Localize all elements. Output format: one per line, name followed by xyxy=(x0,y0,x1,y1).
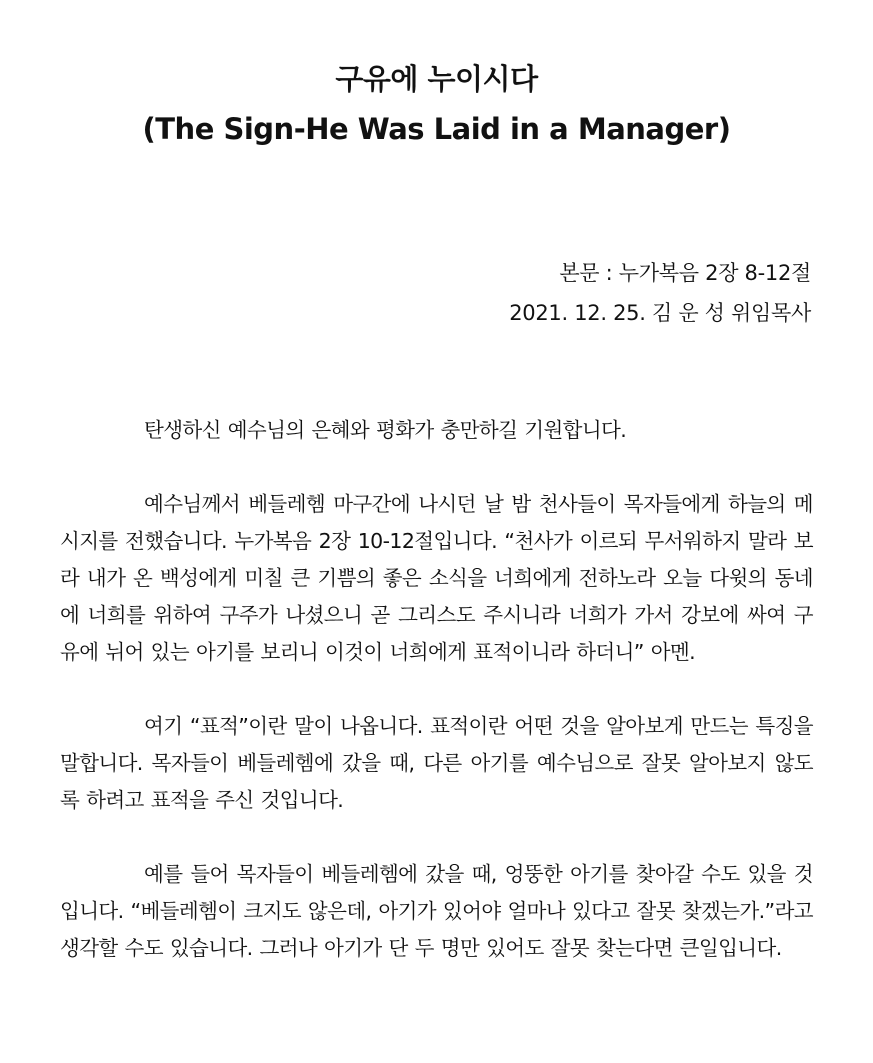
date-and-author: 2021. 12. 25. 김 운 성 위임목사 xyxy=(509,301,811,325)
sermon-meta xyxy=(509,253,811,333)
title-korean: 구유에 누이시다 xyxy=(335,62,538,96)
sermon-body xyxy=(60,412,813,1004)
scripture-reference: 본문 : 누가복음 2장 8-12절 xyxy=(559,261,811,285)
paragraph-sign-meaning: 여기 “표적”이란 말이 나옵니다. 표적이란 어떤 것을 알아보게 만드는 특징을 말합니다. 목자들이 베들레헴에 갔을 때, 다른 아기를 예수님으로 잘못 알아보지 않도록 하려고 표적을 주신 것입니다. xyxy=(60,714,813,812)
paragraph-example: 예를 들어 목자들이 베들레헴에 갔을 때, 엉뚱한 아기를 찾아갈 수도 있을 것입니다. “베들레헴이 크지도 않은데, 아기가 있어야 얼마나 있다고 잘못 찾겠는가.”라고 생각할 수도 있습니다. 그러나 아기가 단 두 명만 있어도 잘못 찾는다면 큰일입니다. xyxy=(60,862,813,960)
sermon-title xyxy=(0,54,873,154)
paragraph-scripture-quote: 예수님께서 베들레헴 마구간에 나시던 날 밤 천사들이 목자들에게 하늘의 메시지를 전했습니다. 누가복음 2장 10-12절입니다. “천사가 이르되 무서워하지 말라 보라 내가 온 백성에게 미칠 큰 기쁨의 좋은 소식을 너희에게 전하노라 오늘 다윗의 동네에 너희를 위하여 구주가 나셨으니 곧 그리스도 주시니라 너희가 가서 강보에 싸여 구유에 뉘어 있는 아기를 보리니 이것이 너희에게 표적이니라 하더니” 아멘. xyxy=(60,492,813,664)
paragraph-greeting: 탄생하신 예수님의 은혜와 평화가 충만하길 기원합니다. xyxy=(144,418,627,442)
title-english: (The Sign-He Was Laid in a Manager) xyxy=(142,112,731,146)
